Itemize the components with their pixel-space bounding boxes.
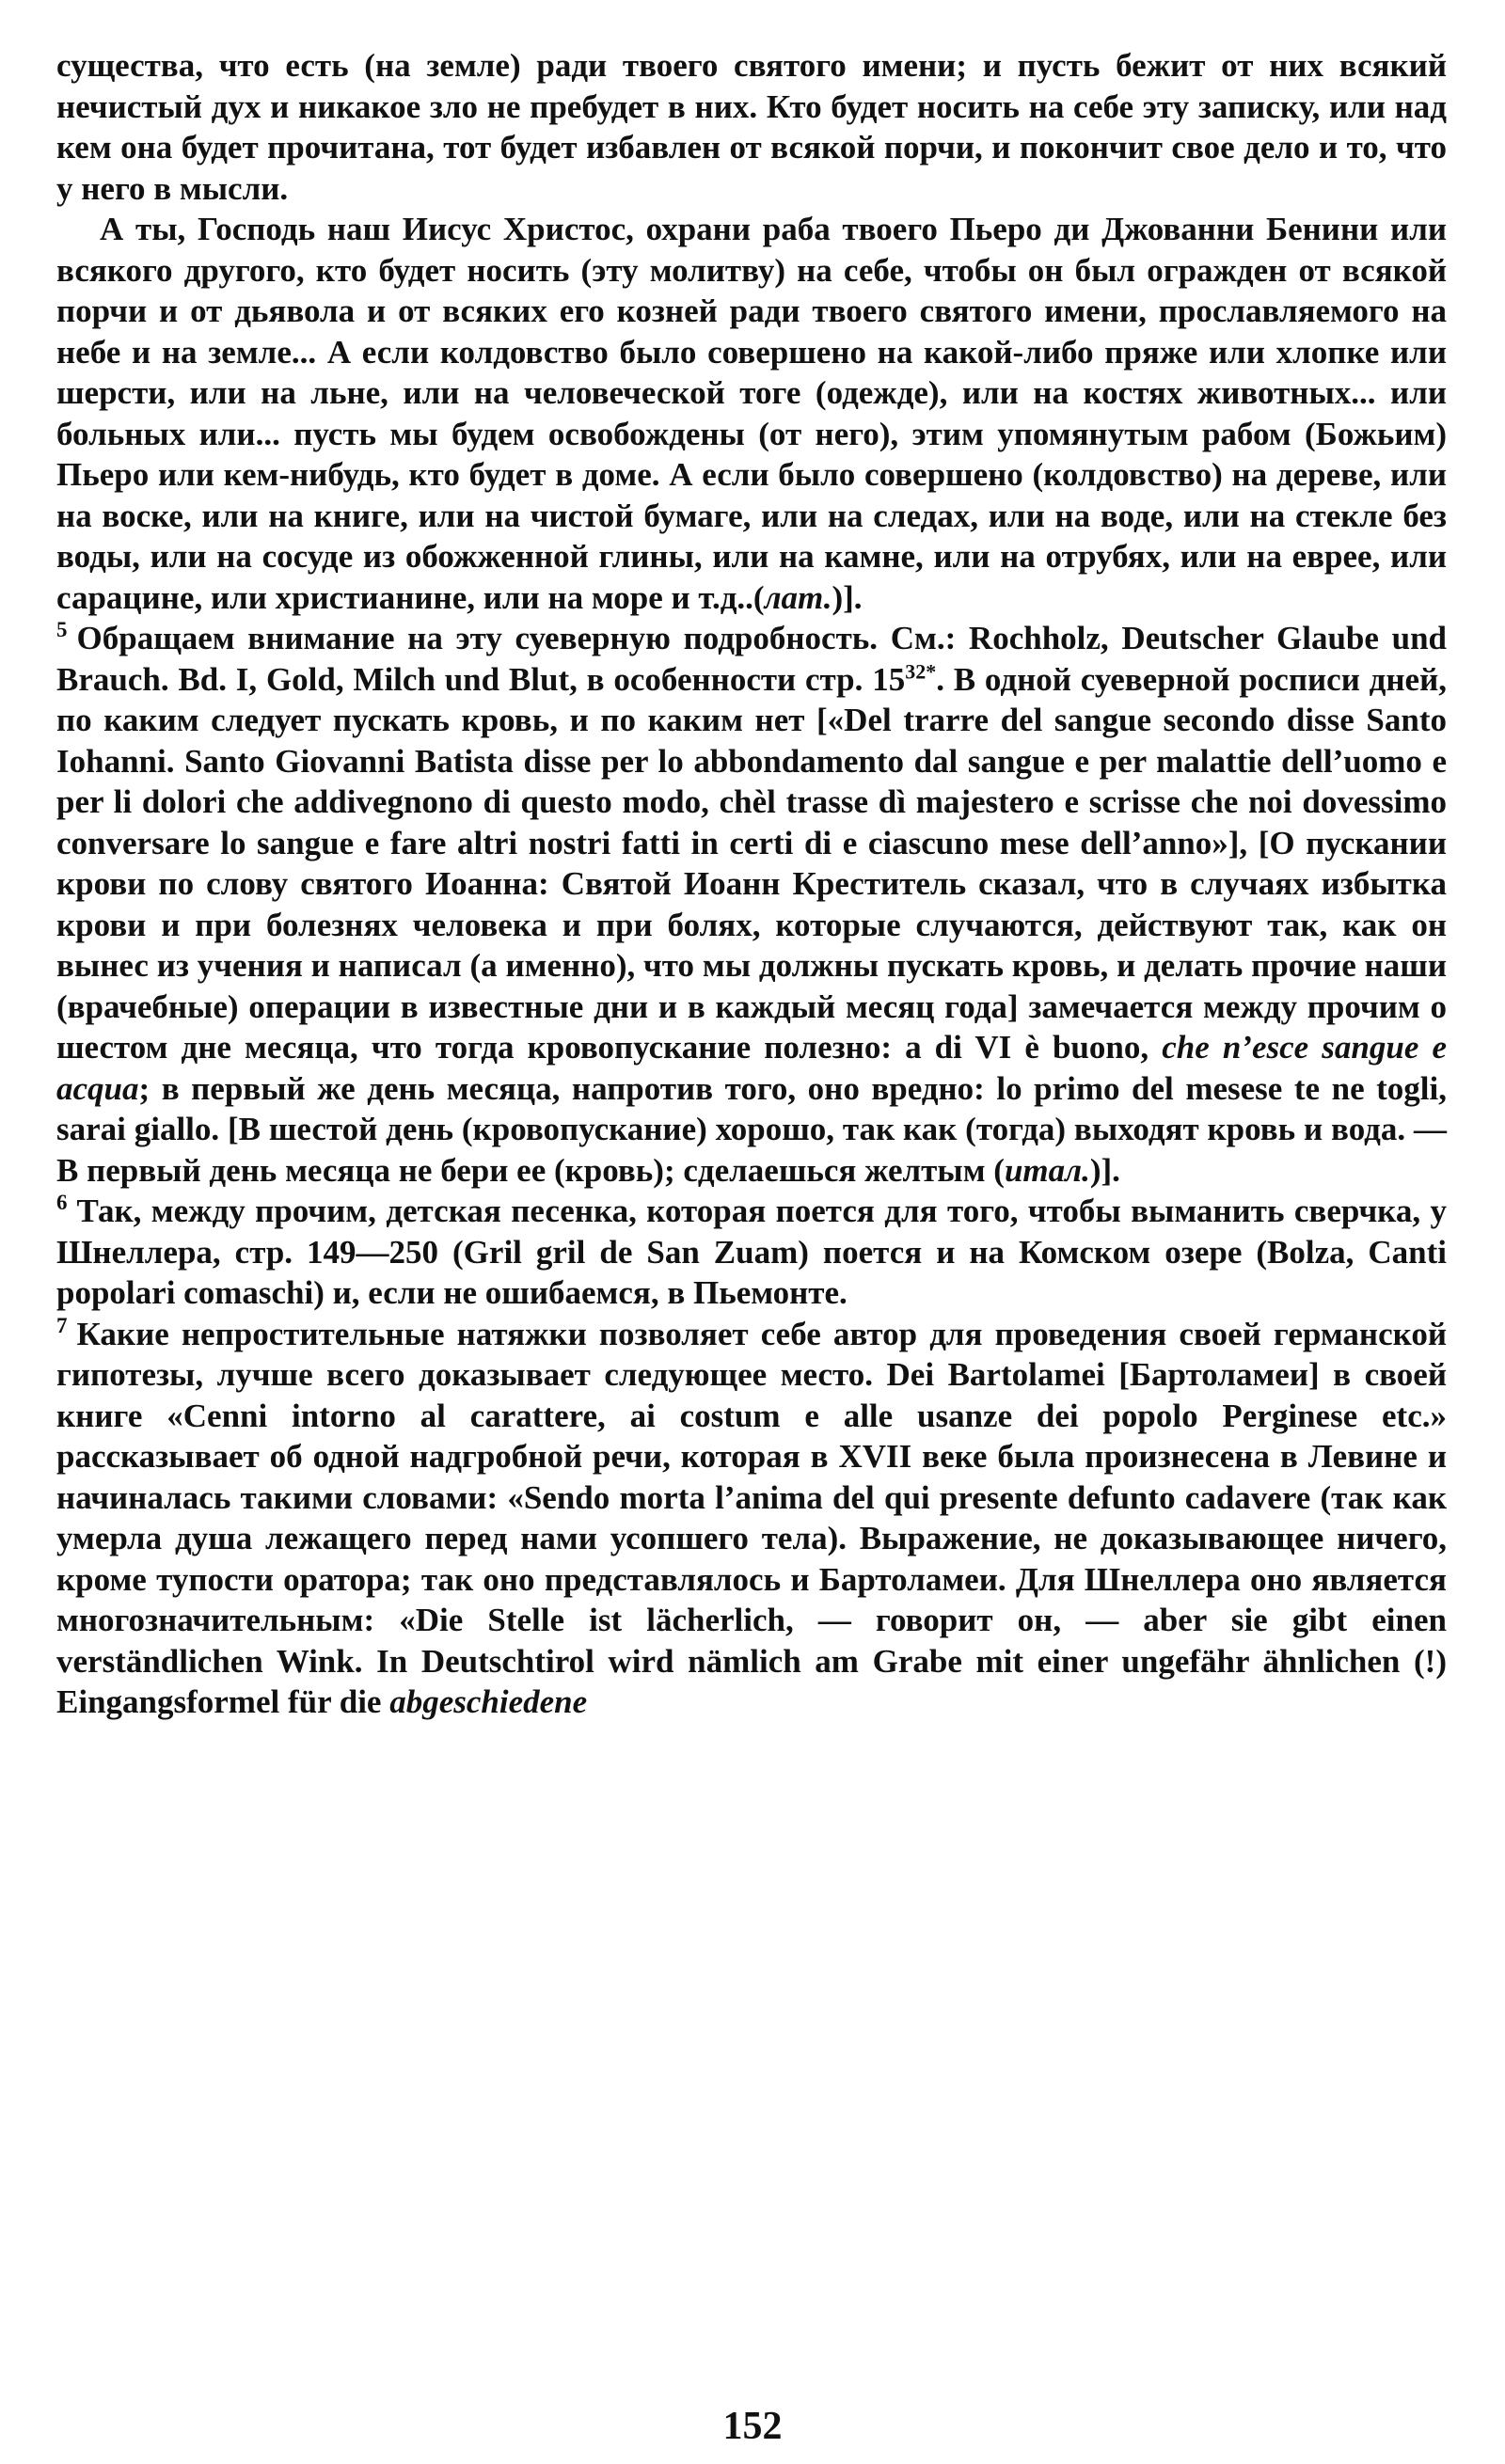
paragraph-1-text: существа, что есть (на земле) ради твоего святого имени; и пусть бежит от них всякий нечистый дух и никакое зло не пребудет в них. Кто будет носить на себе эту записку, или над кем она будет прочитана, тот будет избавлен от всякой порчи, и покончит свое дело и то, что у него в мысли.	[56, 47, 1447, 207]
page-number: 152	[722, 2405, 783, 2448]
paragraph-2-text: А ты, Господь наш Иисус Христос, охрани раба твоего Пьеро ди Джованни Бенини или всякого другого, кто будет носить (эту молитву) на себе, чтобы он был огражден от всякой порчи и от дьявола и от всяких его козней ради твоего святого имени, прославляемого на небе и на земле... А если колдовство было совершено на какой-либо пряже или хлопке или шерсти, или на льне, или на человеческой тоге (одежде), или на костях животных... или больных или... пусть мы будем освобождены (от него), этим упомянутым рабом (Божьим) Пьеро или кем-нибудь, кто будет в доме. А если было совершено (колдовство) на дереве, или на воске, или на книге, или на чистой бумаге, или на следах, или на воде, или на стекле без воды, или на сосуде из обожженной глины, или на камне, или на отрубях, или на еврее, или сарацине, или христианине, или на море и т.д..(	[56, 211, 1447, 616]
footnote-5-text-c: ; в первый же день месяца, напротив того, оно вредно: lo primo del mesese te ne togli, sarai giallo. [В шестой день (кровопускание) хорошо, так как (тогда) выходят кровь и вода. — В первый день месяца не бери ее (кровь); сделаешься желтым (	[56, 1069, 1447, 1189]
footnote-5-text-b: . В одной суеверной росписи дней, по каким следует пускать кровь, и по каким нет [«Del trarre del sangue secondo disse Santo Iohanni. Santo Giovanni Batista disse per lo abbondamento dal sangue e per malattie dell’uomo e per li dolori che addivegnono di questo modo, chèl trasse dì majestero e scrisse che noi dovessimo conversare lo sangue e fare altri nostri fatti in certi di e ciascuno mese dell’anno»], [О пускании крови по слову святого Иоанна: Святой Иоанн Креститель сказал, что в случаях избытка крови и при болезнях человека и при болях, которые случаются, действуют так, как он вынес из учения и написал (а именно), что мы должны пускать кровь, и делать прочие наши (врачебные) операции в известные дни и в каждый месяц года] замечается между прочим о шестом дне месяца, что тогда кровопускание полезно: a di VI è buono,	[56, 660, 1447, 1066]
footnote-7-italic: abgeschiedene	[389, 1683, 588, 1720]
footnote-5-italic: che n’esce sangue e acqua	[56, 1029, 1447, 1107]
paragraph-1	[56, 45, 1447, 209]
footnote-6-number: 6	[56, 1191, 68, 1215]
footnote-6	[56, 1191, 1447, 1314]
footnote-5-superscript: 32*	[905, 658, 937, 683]
footnote-7	[56, 1314, 1447, 1723]
page-body	[56, 45, 1447, 1723]
footnote-5-text-d: )].	[1089, 1151, 1120, 1189]
paragraph-2-end: )].	[832, 578, 863, 616]
footnote-7-number: 7	[56, 1313, 68, 1337]
footnote-5	[56, 618, 1447, 1191]
footnote-6-text: Так, между прочим, детская песенка, которая поется для того, чтобы выманить сверчка, у Шнеллера, стр. 149—250 (Gril gril de San Zuam) поется и на Комском озере (Bolza, Canti popolari comaschi) и, если не ошибаемся, в Пьемонте.	[56, 1193, 1447, 1311]
paragraph-2-italic: лат.	[764, 578, 832, 616]
footnote-5-text-a: Обращаем внимание на эту суеверную подробность. См.: Rochholz, Deutscher Glaube und Brauch. Bd. I, Gold, Milch und Blut, в особенности стр. 15	[56, 620, 1447, 698]
footnote-7-text: Какие непростительные натяжки позволяет себе автор для проведения своей германской гипотезы, лучше всего доказывает следующее место. Dei Bartolamei [Бартоламеи] в своей книге «Cenni intorno al carattere, ai costum e alle usanze dei popolo Perginese etc.» рассказывает об одной надгробной речи, которая в XVII веке была произнесена в Левине и начиналась такими словами: «Sendo morta l’anima del qui presente defunto cadavere (так как умерла душа лежащего перед нами усопшего тела). Выражение, не доказывающее ничего, кроме тупости оратора; так оно представлялось и Бартоламеи. Для Шнеллера оно является многозначительным: «Die Stelle ist lächerlich, — говорит он, — aber sie gibt einen verständlichen Wink. In Deutschtirol wird nämlich am Grabe mit einer ungefähr ähnlichen (!) Eingangsformel für die	[56, 1315, 1447, 1720]
footnote-5-italic-2: итал.	[1004, 1151, 1090, 1189]
footnote-5-number: 5	[56, 618, 68, 642]
paragraph-2	[56, 209, 1447, 618]
